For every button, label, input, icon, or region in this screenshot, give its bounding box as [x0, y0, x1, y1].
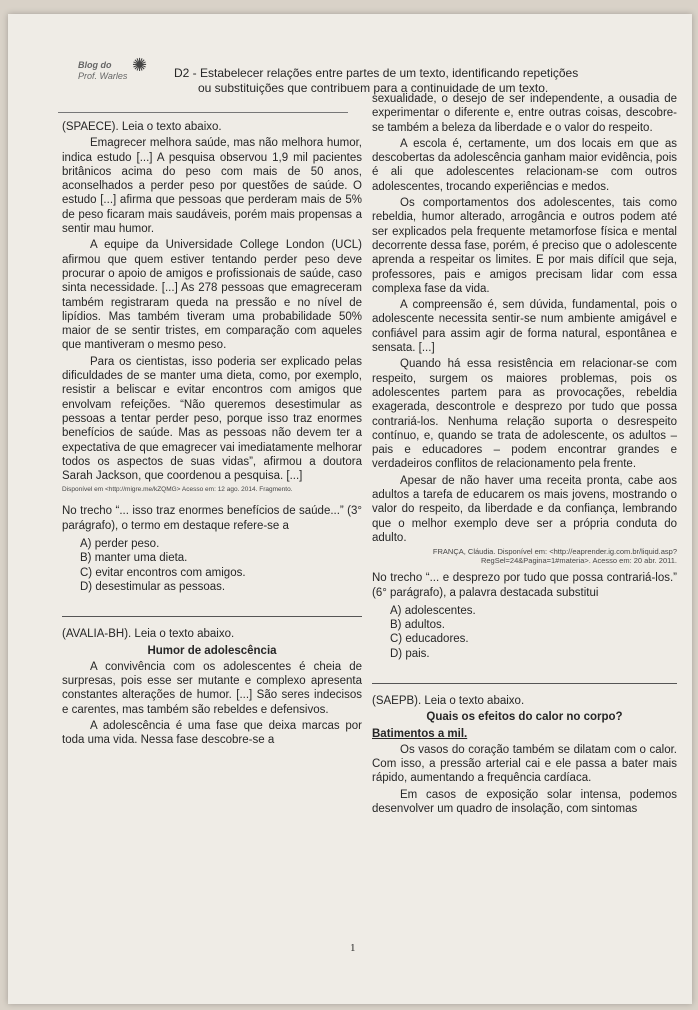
q1-option-a: A) perder peso.	[80, 538, 160, 551]
q2-paragraph-5: Os comportamentos dos adolescentes, tais como rebeldia, humor alterado, arrogância e outros podem até ser explicados pela frequente metamorfose física e mental decorrente dessa fase, porém, é preciso que o adolescente aprenda a respeitar os limites. E por mais difícil que seja, professores, pais e amigos precisam lidar com essa complexa fase da vida.	[372, 197, 677, 295]
star-icon: ✺	[132, 55, 148, 75]
q1-option-c: C) evitar encontros com amigos.	[80, 566, 246, 579]
q1-source: Disponível em <http://migre.me/kZQMG> Acesso em: 12 ago. 2014. Fragmento.	[62, 486, 293, 494]
descriptor-line-1: D2 - Estabelecer relações entre partes de um texto, identificando repetições	[174, 66, 579, 80]
q1-paragraph-3: Para os cientistas, isso poderia ser explicado pelas dificuldades de se manter uma dieta, como, por exemplo, resistir a beliscar e evitar encontros com amigos que envolvam refeições. “Não queremos desestimular as pessoas a tentar perder peso, porque isso traz enormes benefícios de saúde. Mas as pessoas não devem ter a expectativa de que emagrecer vai imediatamente melhorar todos os aspectos de suas vidas”, afirmou a doutora Sarah Jackson, que coordenou a pesquisa. [...]	[62, 355, 362, 483]
q2-option-c: C) educadores.	[390, 633, 469, 646]
q2-options	[372, 604, 677, 661]
q2-paragraph-1: A convivência com os adolescentes é cheia de surpresas, pois esse ser mutante e complexo apresenta constantes alterações de humor. [...] São seres indecisos e carentes, mas também são rebeldes e defensivos.	[62, 660, 362, 716]
logo-bottom-text: Prof. Warles	[78, 71, 128, 81]
q2-paragraph-3: sexualidade, o desejo de ser independente, a ousadia de experimentar o diferente e, entre outras coisas, descobre-se também a beleza da liberdade e o valor do respeito.	[372, 93, 677, 134]
q2-question: No trecho “... e desprezo por tudo que possa contrariá-los.” (6° parágrafo), a palavra destacada substitui	[372, 572, 677, 599]
right-column	[372, 92, 677, 818]
q2-paragraph-7: Quando há essa resistência em relacionar-se com respeito, surgem os maiores problemas, pois os adolescentes partem para as provocações, rebeldia exagerada, descontrole e desprezo por tudo que possa contrariá-los. Nenhuma relação suporta o desrespeito contínuo, e, quando se trata de adolescente, os adultos – pais e educadores – podem encontrar grandes e verdadeiros conflitos de relacionamento pela frente.	[372, 358, 677, 471]
q2-intro: (AVALIA-BH). Leia o texto abaixo.	[62, 628, 235, 641]
divider	[58, 112, 348, 113]
q2-paragraph-6: A compreensão é, sem dúvida, fundamental, pois o adolescente necessita sentir-se num ambiente amigável e confiável para assim agir de forma natural, espontânea e sensata. [...]	[372, 299, 677, 355]
q1-intro: (SPAECE). Leia o texto abaixo.	[62, 121, 222, 133]
q2-paragraph-8: Apesar de não haver uma receita pronta, cabe aos adultos a tarefa de educarem os mais jovens, mostrando o valor do respeito, da liberdade e da confiança, lembrando que o melhor exemplo deve ser a própria conduta do adulto.	[372, 474, 677, 544]
q3-title: Batimentos a mil.	[372, 727, 468, 740]
worksheet-page	[8, 14, 692, 1004]
q2-paragraph-2: A adolescência é uma fase que deixa marcas por toda uma vida. Nessa fase descobre-se a	[62, 719, 362, 747]
section-divider	[62, 616, 362, 617]
q3-intro: (SAEPB). Leia o texto abaixo.	[372, 694, 525, 707]
q2-source: FRANÇA, Cláudia. Disponível em: <http://eaprender.ig.com.br/liquid.asp?RegSel=24&Pagina=1#materia>. Acesso em: 20 abr. 2011.	[432, 547, 677, 566]
q1-options	[62, 537, 362, 594]
logo-top-text: Blog do	[78, 60, 112, 70]
q2-option-d: D) pais.	[390, 647, 430, 660]
left-column	[62, 120, 362, 750]
q2-title: Humor de adolescência	[147, 644, 277, 657]
descriptor-line-2: ou substituições que contribuem para a continuidade de um texto.	[198, 81, 549, 95]
q3-paragraph-2: Em casos de exposição solar intensa, podemos desenvolver um quadro de insolação, com sintomas	[372, 788, 677, 816]
q1-paragraph-2: A equipe da Universidade College London (UCL) afirmou que quem estiver tentando perder peso deve procurar o apoio de amigos e profissionais de saúde, caso sinta necessidade. [...] As 278 pessoas que emagreceram também registraram queda na pressão e no nível de lipídios. Mas também tiveram uma probabilidade 50% maior de se sentir tristes, em comparação com aqueles que mantiveram o mesmo peso.	[62, 239, 362, 352]
q3-paragraph-1: Os vasos do coração também se dilatam com o calor. Com isso, a pressão arterial cai e ele passa a bater mais rápido, aumentando a frequência cardíaca.	[372, 743, 677, 785]
section-divider-right	[372, 683, 677, 684]
q1-option-d: D) desestimular as pessoas.	[80, 580, 226, 593]
page-number: 1	[350, 942, 356, 954]
q2-paragraph-4: A escola é, certamente, um dos locais em que as descobertas da adolescência ganham maior evidência, pois é ali que adolescentes relacionam-se com outros adolescentes, trocando experiências e medos.	[372, 137, 677, 193]
q1-paragraph-1: Emagrecer melhora saúde, mas não melhora humor, indica estudo [...] A pesquisa observou 1,9 mil pacientes britânicos acima do peso com mais de 50 anos, aconselhados a perder peso por questões de saúde. O estudo [...] afirma que pessoas que perderam mais de 5% de peso ficaram mais saudáveis, porém mais propensas a sentir mau humor.	[62, 137, 362, 236]
q1-question: No trecho “... isso traz enormes benefícios de saúde...” (3° parágrafo), o termo em destaque refere-se a	[62, 505, 362, 532]
blog-logo	[78, 55, 168, 104]
q2-option-a: A) adolescentes.	[390, 604, 476, 617]
q1-option-b: B) manter uma dieta.	[80, 552, 188, 565]
q3-question: Quais os efeitos do calor no corpo?	[426, 711, 623, 724]
q2-option-b: B) adultos.	[390, 619, 445, 632]
